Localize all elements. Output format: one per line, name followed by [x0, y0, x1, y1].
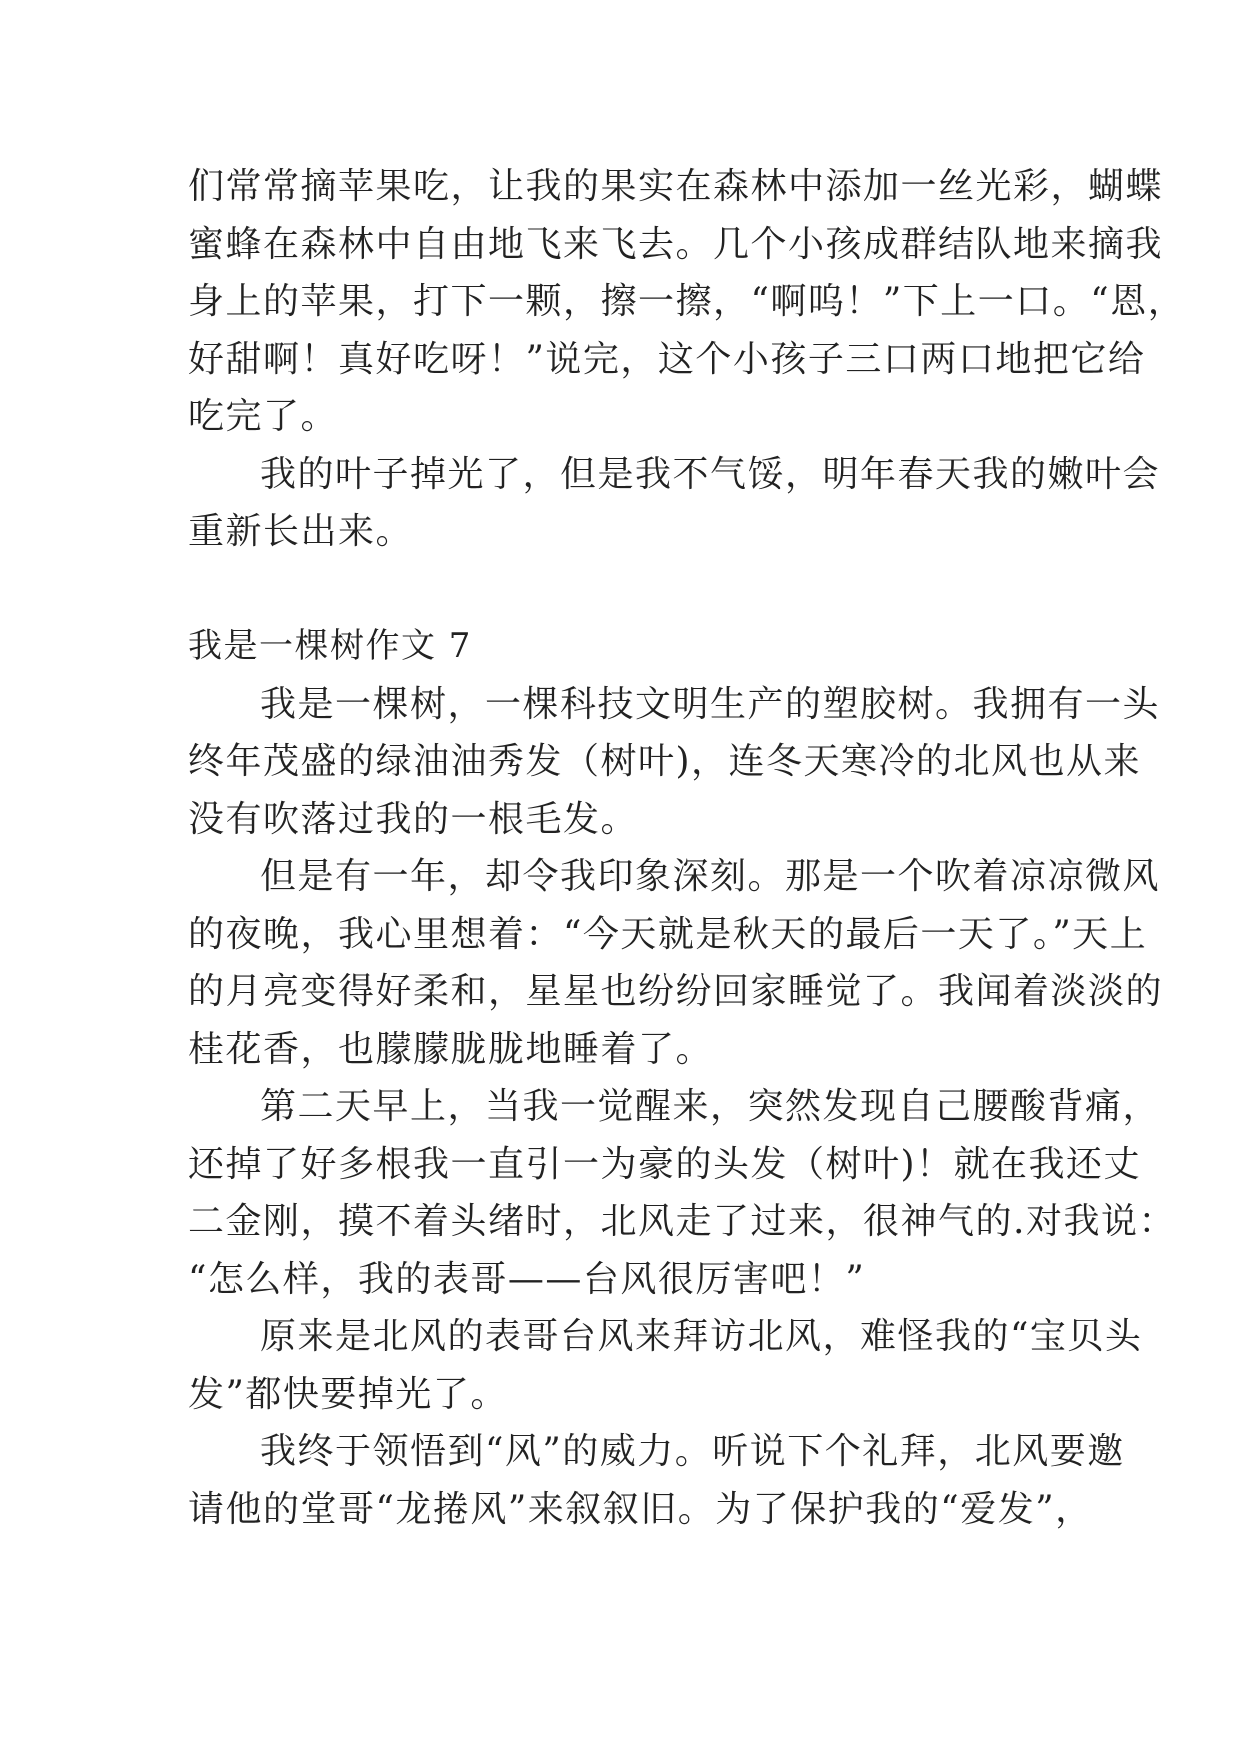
section-heading: 我是一棵树作文 7 [188, 626, 472, 666]
text-line: 吃完了。 [188, 396, 339, 437]
text-line: 的夜晚，我心里想着：“今天就是秋天的最后一天了。”天上 [188, 913, 1148, 955]
text-line: 二金刚，摸不着头绪时，北风走了过来，很神气的.对我说： [188, 1201, 1176, 1242]
paragraph-start-line: 第二天早上，当我一觉醒来，突然发现自己腰酸背痛， [260, 1086, 1161, 1127]
text-line: 还掉了好多根我一直引一为豪的头发（树叶)！就在我还丈 [188, 1143, 1142, 1185]
text-line: 好甜啊！真好吃呀！”说完，这个小孩子三口两口地把它给 [188, 338, 1146, 380]
paragraph-start-line: 我终于领悟到“风”的威力。听说下个礼拜，北风要邀 [260, 1431, 1125, 1472]
paragraph-start-line: 我是一棵树，一棵科技文明生产的塑胶树。我拥有一头 [260, 683, 1161, 725]
text-line: 身上的苹果，打下一颗，擦一擦，“啊呜！”下上一口。“恩， [188, 281, 1186, 322]
text-line: 桂花香，也朦朦胧胧地睡着了。 [188, 1028, 714, 1070]
essay-text [188, 158, 1186, 1538]
text-line: 蜜蜂在森林中自由地飞来飞去。几个小孩成群结队地来摘我 [188, 223, 1164, 265]
text-line: 终年茂盛的绿油油秀发（树叶)，连冬天寒冷的北风也从来 [188, 741, 1142, 782]
text-line: 重新长出来。 [188, 511, 414, 552]
paragraph-start-line: 原来是北风的表哥台风来拜访北风，难怪我的“宝贝头 [260, 1316, 1143, 1357]
text-line: 的月亮变得好柔和，星星也纷纷回家睡觉了。我闻着淡淡的 [188, 971, 1164, 1012]
paragraph-start-line: 我的叶子掉光了，但是我不气馁，明年春天我的嫩叶会 [260, 453, 1161, 495]
text-line: 们常常摘苹果吃，让我的果实在森林中添加一丝光彩，蝴蝶 [188, 166, 1164, 207]
paragraph-start-line: 但是有一年，却令我印象深刻。那是一个吹着凉凉微风 [260, 856, 1161, 897]
section-gap [188, 561, 1088, 619]
text-line: 没有吹落过我的一根毛发。 [188, 798, 639, 840]
text-line: 发”都快要掉光了。 [188, 1373, 508, 1415]
text-line: 请他的堂哥“龙捲风”来叙叙旧。为了保护我的“爱发”， [188, 1488, 1093, 1530]
text-line: “怎么样，我的表哥——台风很厉害吧！” [188, 1258, 866, 1300]
